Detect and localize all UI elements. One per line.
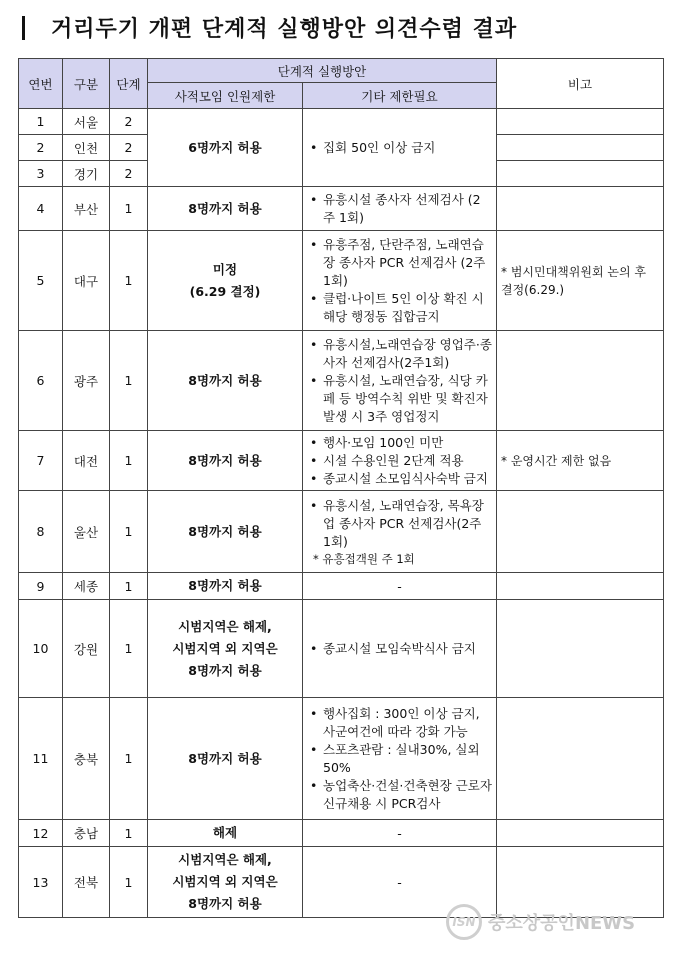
- cell-gathering: [148, 600, 303, 698]
- cell-stage: 2: [110, 135, 148, 161]
- table-row: [19, 491, 664, 573]
- cell-stage: 1: [110, 331, 148, 431]
- table-row: [19, 331, 664, 431]
- cell-stage: 1: [110, 187, 148, 231]
- cell-region: 부산: [63, 187, 110, 231]
- list-item: • 유흥시설, 노래연습장, 목욕장업 종사자 PCR 선제검사(2주 1회): [323, 497, 492, 551]
- gathering-line: 미정: [212, 261, 238, 277]
- gathering-line: 시범지역은 해제,: [178, 852, 272, 867]
- cell-no: 9: [19, 573, 63, 600]
- table-row: [19, 600, 664, 698]
- cell-no: 4: [19, 187, 63, 231]
- cell-stage: 1: [110, 573, 148, 600]
- gathering-line: 시범지역 외 지역은: [172, 640, 278, 656]
- list-item: • 유흥시설,노래연습장 영업주·종사자 선제검사(2주1회): [323, 336, 492, 372]
- cell-no: 2: [19, 135, 63, 161]
- cell-note: [497, 331, 664, 431]
- gathering-line: (6.29 결정): [189, 283, 261, 299]
- cell-gathering: [148, 231, 303, 331]
- header-gathering: 사적모임 인원제한: [148, 83, 303, 109]
- header-plan: 단계적 실행방안: [148, 59, 497, 83]
- cell-other: -: [303, 820, 497, 847]
- cell-region: 전북: [63, 847, 110, 918]
- cell-note: [497, 109, 664, 135]
- header-note: 비고: [497, 59, 664, 109]
- table-row: [19, 431, 664, 491]
- cell-gathering: 8명까지 허용: [148, 431, 303, 491]
- cell-region: 대전: [63, 431, 110, 491]
- gathering-line: 시범지역 외 지역은: [172, 874, 278, 889]
- cell-note: [497, 161, 664, 187]
- cell-no: 3: [19, 161, 63, 187]
- cell-region: 충북: [63, 698, 110, 820]
- table-row: [19, 573, 664, 600]
- cell-stage: 2: [110, 109, 148, 135]
- cell-stage: 2: [110, 161, 148, 187]
- cell-gathering: [148, 847, 303, 918]
- cell-other: [303, 698, 497, 820]
- cell-no: 1: [19, 109, 63, 135]
- header-stage: 단계: [110, 59, 148, 109]
- cell-gathering: 8명까지 허용: [148, 698, 303, 820]
- cell-no: 5: [19, 231, 63, 331]
- cell-stage: 1: [110, 431, 148, 491]
- list-item: • 집회 50인 이상 금지: [323, 139, 492, 157]
- cell-gathering: 8명까지 허용: [148, 187, 303, 231]
- cell-other: [303, 109, 497, 187]
- cell-region: 강원: [63, 600, 110, 698]
- watermark: [446, 905, 635, 939]
- cell-no: 10: [19, 600, 63, 698]
- list-item: • 유흥시설 종사자 선제검사 (2주 1회): [323, 191, 492, 227]
- cell-stage: 1: [110, 698, 148, 820]
- cell-no: 7: [19, 431, 63, 491]
- gathering-line: 시범지역은 해제,: [178, 618, 272, 634]
- results-table: [18, 58, 664, 918]
- list-item: • 스포츠관람 : 실내30%, 실외 50%: [323, 741, 492, 777]
- cell-gathering: 8명까지 허용: [148, 573, 303, 600]
- cell-stage: 1: [110, 491, 148, 573]
- table-row: [19, 187, 664, 231]
- cell-gathering: 8명까지 허용: [148, 331, 303, 431]
- cell-other: [303, 231, 497, 331]
- cell-no: 11: [19, 698, 63, 820]
- table-row: [19, 820, 664, 847]
- watermark-logo-icon: ISN: [446, 904, 482, 940]
- cell-region: 경기: [63, 161, 110, 187]
- cell-note: [497, 491, 664, 573]
- gathering-line: 8명까지 허용: [188, 662, 262, 678]
- cell-other: [303, 491, 497, 573]
- cell-no: 8: [19, 491, 63, 573]
- page-title: 거리두기 개편 단계적 실행방안 의견수렴 결과: [14, 10, 517, 50]
- list-item: • 종교시설 소모임식사숙박 금지: [323, 470, 492, 488]
- cell-other: -: [303, 847, 497, 918]
- list-item: • 시설 수용인원 2단계 적용: [323, 452, 492, 470]
- cell-region: 서울: [63, 109, 110, 135]
- header-other: 기타 제한필요: [303, 83, 497, 109]
- sub-note: * 유흥접객원 주 1회: [313, 551, 415, 566]
- cell-gathering: 해제: [148, 820, 303, 847]
- cell-note: [497, 600, 664, 698]
- cell-stage: 1: [110, 600, 148, 698]
- list-item: • 클럽·나이트 5인 이상 확진 시 해당 행정동 집합금지: [323, 290, 492, 326]
- cell-region: 대구: [63, 231, 110, 331]
- cell-region: 인천: [63, 135, 110, 161]
- cell-stage: 1: [110, 820, 148, 847]
- cell-region: 광주: [63, 331, 110, 431]
- cell-note: * 범시민대책위원회 논의 후 결정(6.29.): [497, 231, 664, 331]
- list-item: • 종교시설 모임숙박식사 금지: [323, 640, 492, 658]
- cell-note: [497, 820, 664, 847]
- cell-no: 12: [19, 820, 63, 847]
- cell-note: [497, 698, 664, 820]
- list-item: • 농업축산·건설·건축현장 근로자 신규채용 시 PCR검사: [323, 777, 492, 813]
- watermark-text: 중소상공인NEWS: [488, 913, 636, 934]
- cell-note: [497, 135, 664, 161]
- cell-gathering: 6명까지 허용: [148, 109, 303, 187]
- cell-note: [497, 573, 664, 600]
- cell-no: 6: [19, 331, 63, 431]
- cell-region: 울산: [63, 491, 110, 573]
- cell-other: [303, 331, 497, 431]
- cell-other: -: [303, 573, 497, 600]
- cell-other: [303, 600, 497, 698]
- cell-gathering: 8명까지 허용: [148, 491, 303, 573]
- cell-note: [497, 187, 664, 231]
- cell-other: [303, 431, 497, 491]
- list-item: • 유흥시설, 노래연습장, 식당 카페 등 방역수칙 위반 및 확진자 발생 시 3주 영업정지: [323, 372, 492, 426]
- cell-stage: 1: [110, 847, 148, 918]
- list-item: • 행사집회 : 300인 이상 금지, 사군여건에 따라 강화 가능: [323, 705, 492, 741]
- list-item: • 행사·모임 100인 미만: [323, 434, 492, 452]
- table-row: [19, 109, 664, 135]
- cell-no: 13: [19, 847, 63, 918]
- cell-note: * 운영시간 제한 없음: [497, 431, 664, 491]
- list-item: • 유흥주점, 단란주점, 노래연습장 종사자 PCR 선제검사 (2주 1회): [323, 236, 492, 290]
- cell-region: 충남: [63, 820, 110, 847]
- title-bar-mark: [22, 16, 25, 40]
- gathering-line: 8명까지 허용: [188, 896, 262, 911]
- cell-region: 세종: [63, 573, 110, 600]
- header-region: 구분: [63, 59, 110, 109]
- table-row: [19, 231, 664, 331]
- table-row: [19, 698, 664, 820]
- header-no: 연번: [19, 59, 63, 109]
- cell-stage: 1: [110, 231, 148, 331]
- cell-other: [303, 187, 497, 231]
